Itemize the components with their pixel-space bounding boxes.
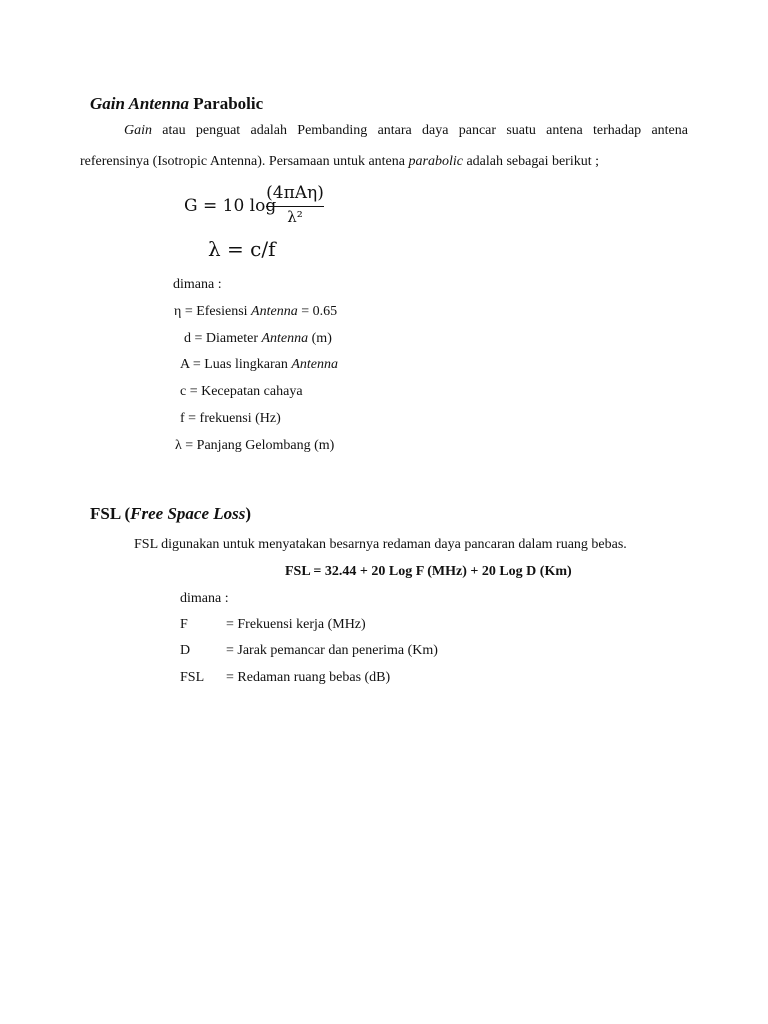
def-a-italic: Antenna bbox=[291, 357, 338, 372]
gain-para-italic: Gain bbox=[124, 123, 152, 138]
gain-def-frequency: f = frekuensi (Hz) bbox=[180, 411, 281, 426]
def-eta-italic: Antenna bbox=[251, 304, 298, 319]
gain-formula-lhs: G = 10 log bbox=[184, 196, 277, 216]
wavelength-formula: λ = c/f bbox=[208, 237, 276, 261]
gain-para-line1-text: atau penguat adalah Pembanding antara daya pancar suatu antena terhadap antena bbox=[152, 123, 688, 138]
gain-formula-denominator: λ² bbox=[287, 208, 303, 226]
def-eta-pre: η = Efesiensi bbox=[174, 304, 252, 319]
fsl-def-fsl-desc: = Redaman ruang bebas (dB) bbox=[226, 670, 391, 685]
fsl-formula: FSL = 32.44 + 20 Log F (MHz) + 20 Log D (Km) bbox=[285, 564, 572, 579]
def-eta-post: = 0.65 bbox=[297, 304, 338, 319]
gain-title-rest: Parabolic bbox=[189, 94, 264, 113]
fsl-title-italic: Free Space Loss bbox=[130, 504, 246, 523]
gain-para-line2-a: referensinya (Isotropic Antenna). Persamaan untuk antena bbox=[80, 154, 409, 169]
def-d-post: (m) bbox=[308, 331, 332, 346]
def-d-italic: Antenna bbox=[261, 331, 309, 346]
gain-section-title bbox=[90, 94, 263, 114]
def-a-pre: A = Luas lingkaran bbox=[180, 357, 292, 372]
fsl-dimana-label: dimana : bbox=[180, 591, 229, 606]
gain-def-eta bbox=[174, 302, 337, 322]
gain-dimana-label: dimana : bbox=[173, 277, 222, 292]
fsl-def-d-desc: = Jarak pemancar dan penerima (Km) bbox=[226, 643, 438, 658]
fsl-paragraph: FSL digunakan untuk menyatakan besarnya redaman daya pancaran dalam ruang bebas. bbox=[134, 537, 627, 552]
gain-def-wavelength: λ = Panjang Gelombang (m) bbox=[175, 438, 335, 453]
fsl-title-a: FSL ( bbox=[90, 504, 131, 523]
fsl-def-d-symbol: D bbox=[180, 643, 191, 658]
fsl-def-f-desc: = Frekuensi kerja (MHz) bbox=[226, 617, 366, 632]
gain-formula-numerator: (4πAη) bbox=[266, 182, 324, 207]
gain-formula-fraction bbox=[266, 182, 324, 227]
fsl-title-b: ) bbox=[245, 504, 252, 523]
gain-paragraph-line-2 bbox=[80, 154, 599, 170]
fsl-def-f-symbol: F bbox=[180, 617, 188, 632]
gain-para-line2-italic: parabolic bbox=[408, 154, 463, 169]
gain-def-light-speed: c = Kecepatan cahaya bbox=[180, 384, 303, 399]
fsl-section-title bbox=[90, 504, 251, 524]
gain-def-diameter bbox=[184, 329, 332, 349]
gain-paragraph-line-1 bbox=[80, 123, 688, 139]
fsl-def-fsl-symbol: FSL bbox=[180, 670, 205, 685]
def-d-pre: d = Diameter bbox=[184, 331, 262, 346]
gain-def-area bbox=[180, 355, 338, 375]
gain-title-italic: Gain Antenna bbox=[90, 94, 190, 113]
gain-para-line2-b: adalah sebagai berikut ; bbox=[462, 154, 600, 169]
